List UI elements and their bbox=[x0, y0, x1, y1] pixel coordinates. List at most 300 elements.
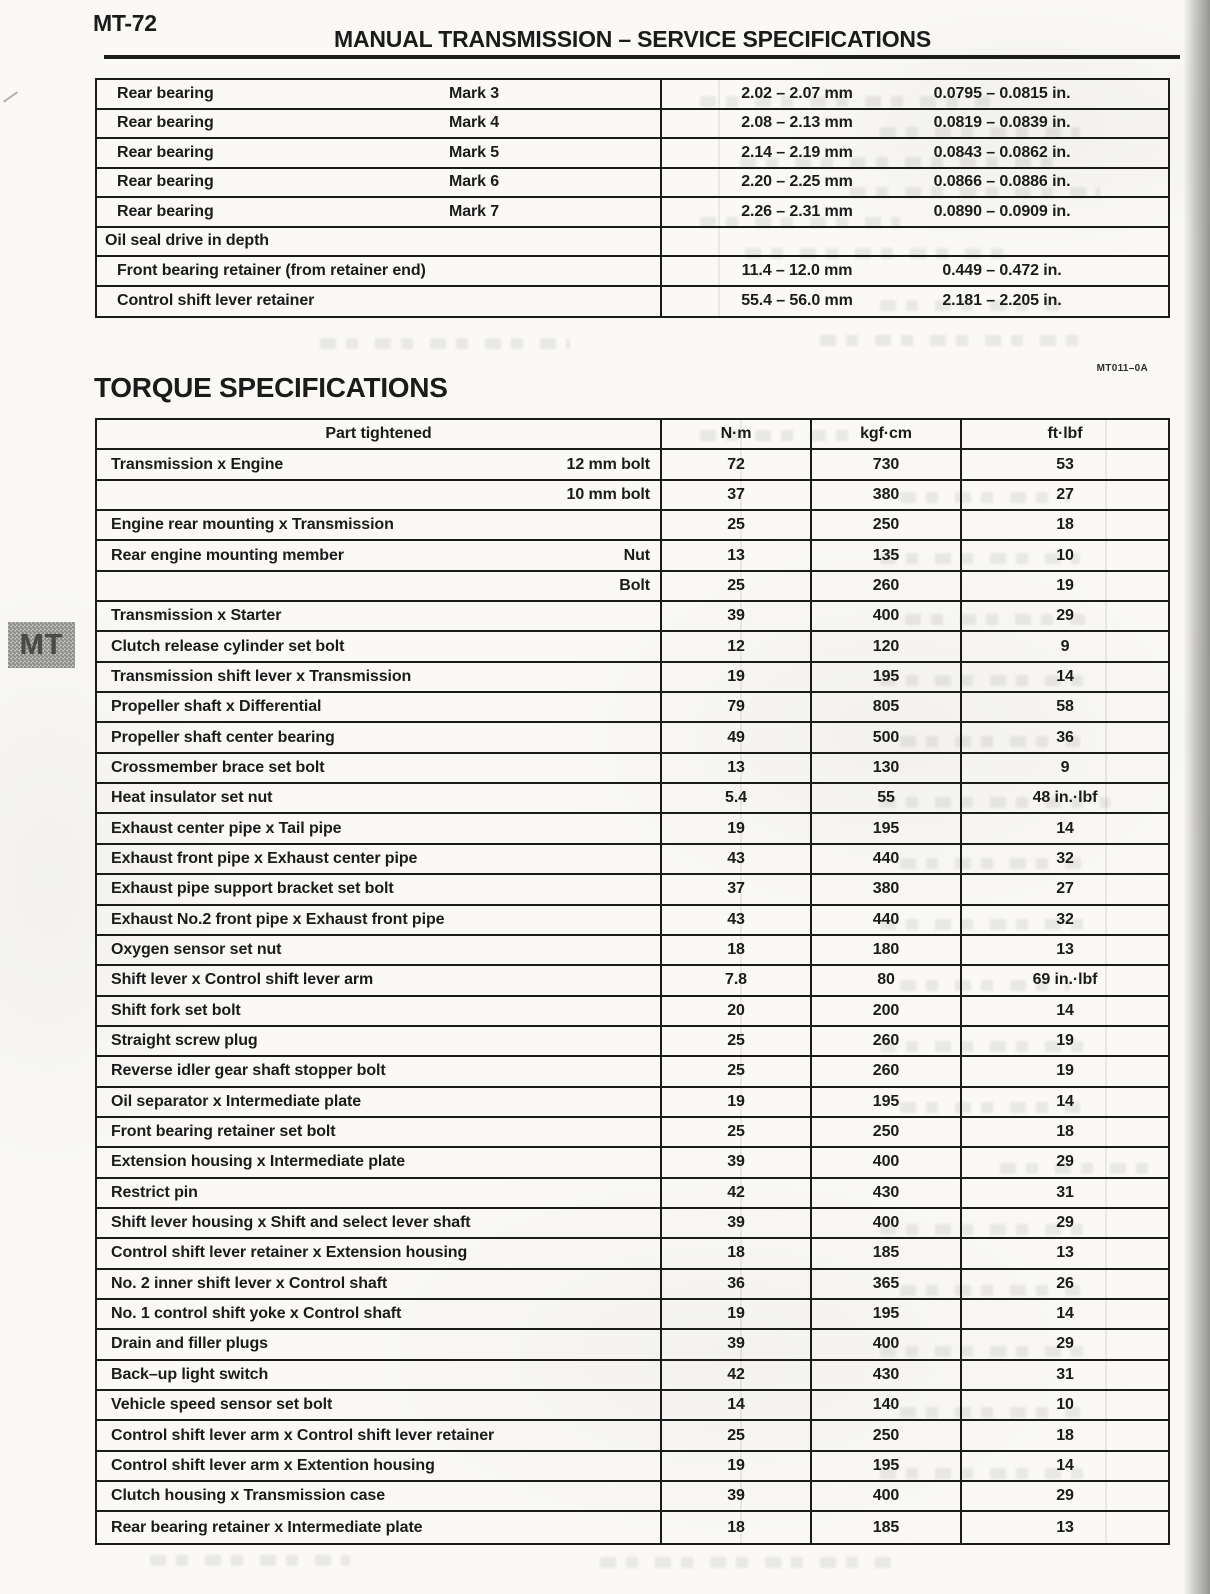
torque-kgfcm-value: 185 bbox=[872, 1244, 900, 1262]
ghost-stripe bbox=[820, 335, 1080, 346]
torque-nm-cell bbox=[662, 723, 812, 751]
torque-ftlbf-value: 53 bbox=[1056, 455, 1074, 473]
spec-value-cell bbox=[662, 198, 1168, 226]
ghost-stripe bbox=[320, 338, 570, 349]
spec-value-cell bbox=[662, 228, 1168, 256]
spec-part-label: Rear bearing bbox=[117, 114, 214, 132]
torque-ftlbf-cell bbox=[962, 906, 1168, 934]
spec-mark-label: Mark 5 bbox=[449, 143, 500, 161]
torque-kgfcm-cell bbox=[812, 723, 962, 751]
service-specifications-table bbox=[95, 78, 1170, 318]
torque-kgfcm-value: 430 bbox=[872, 1365, 900, 1383]
spec-value-cell bbox=[662, 257, 1168, 285]
spec-value-cell bbox=[662, 110, 1168, 138]
torque-nm-cell bbox=[662, 1088, 812, 1116]
torque-kgfcm-value: 195 bbox=[872, 1305, 900, 1323]
torque-ftlbf-value: 31 bbox=[1056, 1365, 1074, 1383]
torque-part-label: Shift lever x Control shift lever arm bbox=[111, 971, 374, 989]
torque-part-cell bbox=[97, 966, 662, 994]
torque-specifications-table bbox=[95, 418, 1170, 1545]
torque-part-cell bbox=[97, 997, 662, 1025]
torque-table-row bbox=[97, 663, 1168, 693]
torque-kgfcm-cell bbox=[812, 1088, 962, 1116]
torque-kgfcm-value: 400 bbox=[872, 607, 900, 625]
torque-kgfcm-value: 730 bbox=[872, 455, 900, 473]
torque-nm-cell bbox=[662, 450, 812, 478]
torque-ftlbf-cell bbox=[962, 572, 1168, 600]
torque-part-cell bbox=[97, 1330, 662, 1358]
torque-ftlbf-value: 9 bbox=[1060, 637, 1070, 655]
spec-metric-value: 2.08 – 2.13 mm bbox=[741, 114, 853, 132]
torque-ftlbf-value: 13 bbox=[1056, 941, 1074, 959]
torque-ftlbf-cell bbox=[962, 450, 1168, 478]
torque-kgfcm-cell bbox=[812, 481, 962, 509]
torque-ftlbf-cell bbox=[962, 784, 1168, 812]
torque-part-cell bbox=[97, 572, 662, 600]
torque-nm-cell bbox=[662, 1512, 812, 1542]
torque-kgfcm-cell bbox=[812, 784, 962, 812]
torque-table-row bbox=[97, 1209, 1168, 1239]
torque-table-row bbox=[97, 1239, 1168, 1269]
torque-ftlbf-cell bbox=[962, 1361, 1168, 1389]
torque-nm-value: 39 bbox=[727, 1335, 745, 1353]
column-header-ftlbf: ft·lbf bbox=[1047, 425, 1083, 443]
torque-ftlbf-cell bbox=[962, 693, 1168, 721]
torque-nm-cell bbox=[662, 1179, 812, 1207]
torque-kgfcm-cell bbox=[812, 602, 962, 630]
torque-nm-value: 12 bbox=[727, 637, 745, 655]
torque-nm-cell bbox=[662, 1482, 812, 1510]
torque-kgfcm-value: 180 bbox=[872, 941, 900, 959]
torque-kgfcm-cell bbox=[812, 845, 962, 873]
torque-part-label: Rear engine mounting member bbox=[111, 546, 344, 564]
spec-table-row bbox=[97, 80, 1168, 110]
torque-part-label: Propeller shaft x Differential bbox=[111, 698, 322, 716]
torque-part-cell bbox=[97, 602, 662, 630]
torque-kgfcm-cell bbox=[812, 1391, 962, 1419]
torque-nm-cell bbox=[662, 875, 812, 903]
torque-nm-value: 43 bbox=[727, 849, 745, 867]
torque-table-row bbox=[97, 1512, 1168, 1542]
torque-kgfcm-cell bbox=[812, 450, 962, 478]
torque-kgfcm-value: 440 bbox=[872, 910, 900, 928]
torque-kgfcm-cell bbox=[812, 1209, 962, 1237]
spec-metric-value: 11.4 – 12.0 mm bbox=[741, 261, 853, 279]
torque-ftlbf-value: 19 bbox=[1056, 1062, 1074, 1080]
spec-part-label: Rear bearing bbox=[117, 143, 214, 161]
torque-table-row bbox=[97, 693, 1168, 723]
torque-ftlbf-cell bbox=[962, 1391, 1168, 1419]
torque-kgfcm-cell bbox=[812, 1330, 962, 1358]
spec-label-cell bbox=[97, 198, 662, 226]
torque-nm-value: 19 bbox=[727, 1092, 745, 1110]
torque-table-row bbox=[97, 1027, 1168, 1057]
torque-table-row bbox=[97, 1270, 1168, 1300]
torque-nm-value: 25 bbox=[727, 1062, 745, 1080]
torque-ftlbf-cell bbox=[962, 1148, 1168, 1176]
spec-mark-label: Mark 7 bbox=[449, 202, 500, 220]
page-title: MANUAL TRANSMISSION – SERVICE SPECIFICATIONS bbox=[334, 26, 931, 52]
torque-ftlbf-value: 29 bbox=[1056, 1487, 1074, 1505]
spec-metric-value: 2.20 – 2.25 mm bbox=[741, 173, 853, 191]
torque-part-label: Shift fork set bolt bbox=[111, 1001, 241, 1019]
torque-kgfcm-cell bbox=[812, 1452, 962, 1480]
torque-kgfcm-value: 135 bbox=[872, 546, 900, 564]
column-header-part-tightened: Part tightened bbox=[97, 420, 662, 448]
torque-table-row bbox=[97, 572, 1168, 602]
spec-value-cell bbox=[662, 80, 1168, 108]
torque-kgfcm-cell bbox=[812, 754, 962, 782]
torque-table-row bbox=[97, 1482, 1168, 1512]
torque-table-row bbox=[97, 1452, 1168, 1482]
torque-table-row bbox=[97, 1421, 1168, 1451]
torque-kgfcm-cell bbox=[812, 663, 962, 691]
torque-nm-cell bbox=[662, 936, 812, 964]
torque-kgfcm-value: 55 bbox=[877, 789, 895, 807]
torque-table-row bbox=[97, 875, 1168, 905]
torque-kgfcm-value: 195 bbox=[872, 819, 900, 837]
torque-ftlbf-value: 14 bbox=[1056, 819, 1074, 837]
torque-table-header-row bbox=[97, 420, 1168, 450]
torque-kgfcm-value: 185 bbox=[872, 1518, 900, 1536]
torque-nm-value: 37 bbox=[727, 485, 745, 503]
spec-imperial-value: 0.449 – 0.472 in. bbox=[942, 261, 1062, 279]
torque-nm-cell bbox=[662, 1118, 812, 1146]
torque-nm-cell bbox=[662, 1148, 812, 1176]
torque-nm-cell bbox=[662, 1057, 812, 1085]
torque-ftlbf-cell bbox=[962, 1482, 1168, 1510]
spec-label-cell bbox=[97, 257, 662, 285]
torque-kgfcm-value: 260 bbox=[872, 576, 900, 594]
torque-part-label: Reverse idler gear shaft stopper bolt bbox=[111, 1062, 386, 1080]
torque-ftlbf-cell bbox=[962, 481, 1168, 509]
column-header-nm: N·m bbox=[662, 420, 812, 448]
torque-ftlbf-value: 29 bbox=[1056, 1214, 1074, 1232]
torque-nm-cell bbox=[662, 1270, 812, 1298]
torque-nm-cell bbox=[662, 1300, 812, 1328]
torque-part-label: Back–up light switch bbox=[111, 1365, 269, 1383]
torque-part-cell bbox=[97, 663, 662, 691]
torque-ftlbf-value: 9 bbox=[1060, 758, 1070, 776]
torque-nm-value: 39 bbox=[727, 1153, 745, 1171]
spec-metric-value: 2.02 – 2.07 mm bbox=[741, 84, 853, 102]
torque-ftlbf-cell bbox=[962, 754, 1168, 782]
spec-imperial-value: 2.181 – 2.205 in. bbox=[942, 292, 1062, 310]
torque-part-cell bbox=[97, 1361, 662, 1389]
spec-part-label: Oil seal drive in depth bbox=[105, 232, 269, 250]
torque-table-row bbox=[97, 936, 1168, 966]
spec-mark-label: Mark 3 bbox=[449, 84, 500, 102]
torque-table-row bbox=[97, 1118, 1168, 1148]
torque-ftlbf-cell bbox=[962, 814, 1168, 842]
torque-part-label: Restrict pin bbox=[111, 1183, 198, 1201]
torque-nm-value: 79 bbox=[727, 698, 745, 716]
torque-part-cell bbox=[97, 1057, 662, 1085]
torque-nm-cell bbox=[662, 1027, 812, 1055]
torque-table-row bbox=[97, 906, 1168, 936]
torque-nm-value: 43 bbox=[727, 910, 745, 928]
torque-nm-value: 19 bbox=[727, 819, 745, 837]
torque-ftlbf-value: 27 bbox=[1056, 880, 1074, 898]
torque-ftlbf-value: 14 bbox=[1056, 1456, 1074, 1474]
torque-table-row bbox=[97, 1057, 1168, 1087]
torque-ftlbf-cell bbox=[962, 1179, 1168, 1207]
torque-kgfcm-value: 140 bbox=[872, 1396, 900, 1414]
torque-nm-cell bbox=[662, 602, 812, 630]
ghost-stripe bbox=[600, 1557, 900, 1568]
torque-part-cell bbox=[97, 693, 662, 721]
torque-ftlbf-cell bbox=[962, 663, 1168, 691]
spec-table-row bbox=[97, 198, 1168, 228]
torque-ftlbf-value: 18 bbox=[1056, 1426, 1074, 1444]
torque-ftlbf-value: 48 in.·lbf bbox=[1032, 789, 1098, 807]
torque-sub-label: 10 mm bolt bbox=[566, 485, 650, 503]
torque-nm-cell bbox=[662, 1452, 812, 1480]
torque-part-label: Exhaust front pipe x Exhaust center pipe bbox=[111, 849, 418, 867]
torque-table-row bbox=[97, 1330, 1168, 1360]
torque-ftlbf-value: 58 bbox=[1056, 698, 1074, 716]
torque-table-row bbox=[97, 723, 1168, 753]
spec-imperial-value: 0.0819 – 0.0839 in. bbox=[933, 114, 1071, 132]
torque-part-cell bbox=[97, 1421, 662, 1449]
torque-kgfcm-cell bbox=[812, 1421, 962, 1449]
torque-ftlbf-value: 27 bbox=[1056, 485, 1074, 503]
torque-part-cell bbox=[97, 1239, 662, 1267]
torque-nm-value: 19 bbox=[727, 1456, 745, 1474]
torque-nm-value: 13 bbox=[727, 758, 745, 776]
torque-nm-value: 18 bbox=[727, 1518, 745, 1536]
torque-part-label: Rear bearing retainer x Intermediate plate bbox=[111, 1518, 423, 1536]
column-header-kgfcm: kgf·cm bbox=[812, 420, 962, 448]
torque-kgfcm-value: 400 bbox=[872, 1335, 900, 1353]
spec-part-label: Front bearing retainer (from retainer end) bbox=[117, 261, 426, 279]
torque-sub-label: Nut bbox=[623, 546, 650, 564]
torque-part-cell bbox=[97, 814, 662, 842]
torque-part-label: Control shift lever retainer x Extension housing bbox=[111, 1244, 468, 1262]
torque-kgfcm-value: 440 bbox=[872, 849, 900, 867]
torque-nm-cell bbox=[662, 754, 812, 782]
torque-part-label: Vehicle speed sensor set bolt bbox=[111, 1396, 333, 1414]
torque-nm-value: 37 bbox=[727, 880, 745, 898]
torque-table-row bbox=[97, 511, 1168, 541]
torque-nm-cell bbox=[662, 784, 812, 812]
torque-table-row bbox=[97, 541, 1168, 571]
torque-kgfcm-cell bbox=[812, 997, 962, 1025]
torque-nm-value: 25 bbox=[727, 516, 745, 534]
torque-nm-value: 18 bbox=[727, 1244, 745, 1262]
torque-nm-value: 42 bbox=[727, 1183, 745, 1201]
torque-part-label: Shift lever housing x Shift and select lever shaft bbox=[111, 1214, 471, 1232]
torque-part-label: Front bearing retainer set bolt bbox=[111, 1123, 336, 1141]
torque-nm-value: 5.4 bbox=[725, 789, 747, 807]
torque-nm-value: 42 bbox=[727, 1365, 745, 1383]
scan-stray-mark bbox=[3, 91, 18, 102]
torque-kgfcm-value: 250 bbox=[872, 516, 900, 534]
torque-table-row bbox=[97, 966, 1168, 996]
spec-part-label: Rear bearing bbox=[117, 202, 214, 220]
torque-kgfcm-value: 80 bbox=[877, 971, 895, 989]
torque-part-cell bbox=[97, 784, 662, 812]
torque-ftlbf-value: 14 bbox=[1056, 1305, 1074, 1323]
torque-kgfcm-value: 260 bbox=[872, 1062, 900, 1080]
torque-ftlbf-value: 18 bbox=[1056, 516, 1074, 534]
torque-kgfcm-cell bbox=[812, 1300, 962, 1328]
spec-label-cell bbox=[97, 110, 662, 138]
torque-kgfcm-value: 200 bbox=[872, 1001, 900, 1019]
torque-kgfcm-cell bbox=[812, 693, 962, 721]
torque-nm-cell bbox=[662, 481, 812, 509]
torque-kgfcm-value: 120 bbox=[872, 637, 900, 655]
torque-table-row bbox=[97, 1300, 1168, 1330]
spec-metric-value: 55.4 – 56.0 mm bbox=[741, 292, 853, 310]
spec-table-row bbox=[97, 287, 1168, 317]
torque-specifications-heading: TORQUE SPECIFICATIONS bbox=[94, 372, 448, 403]
torque-sub-label: Bolt bbox=[619, 576, 650, 594]
torque-ftlbf-cell bbox=[962, 1118, 1168, 1146]
torque-table-row bbox=[97, 814, 1168, 844]
torque-kgfcm-cell bbox=[812, 1239, 962, 1267]
torque-ftlbf-cell bbox=[962, 1512, 1168, 1542]
torque-nm-cell bbox=[662, 663, 812, 691]
torque-nm-value: 39 bbox=[727, 1487, 745, 1505]
torque-ftlbf-value: 69 in.·lbf bbox=[1032, 971, 1098, 989]
spec-imperial-value: 0.0843 – 0.0862 in. bbox=[933, 143, 1071, 161]
torque-nm-value: 25 bbox=[727, 1032, 745, 1050]
torque-nm-value: 19 bbox=[727, 667, 745, 685]
torque-kgfcm-value: 130 bbox=[872, 758, 900, 776]
torque-ftlbf-cell bbox=[962, 602, 1168, 630]
torque-table-row bbox=[97, 1088, 1168, 1118]
torque-ftlbf-value: 29 bbox=[1056, 1153, 1074, 1171]
torque-part-cell bbox=[97, 723, 662, 751]
spec-imperial-value: 0.0866 – 0.0886 in. bbox=[933, 173, 1071, 191]
torque-ftlbf-value: 10 bbox=[1056, 1396, 1074, 1414]
torque-part-label: Control shift lever arm x Extention housing bbox=[111, 1456, 435, 1474]
torque-part-label: Transmission shift lever x Transmission bbox=[111, 667, 412, 685]
spec-table-row bbox=[97, 110, 1168, 140]
spec-label-cell bbox=[97, 169, 662, 197]
torque-kgfcm-value: 400 bbox=[872, 1487, 900, 1505]
spec-label-cell bbox=[97, 287, 662, 317]
torque-ftlbf-cell bbox=[962, 1027, 1168, 1055]
torque-nm-value: 13 bbox=[727, 546, 745, 564]
torque-kgfcm-cell bbox=[812, 1512, 962, 1542]
torque-ftlbf-value: 32 bbox=[1056, 849, 1074, 867]
torque-table-row bbox=[97, 481, 1168, 511]
torque-part-cell bbox=[97, 1118, 662, 1146]
spec-value-cell bbox=[662, 139, 1168, 167]
torque-table-row bbox=[97, 632, 1168, 662]
torque-nm-cell bbox=[662, 693, 812, 721]
torque-ftlbf-value: 14 bbox=[1056, 1092, 1074, 1110]
torque-part-cell bbox=[97, 1482, 662, 1510]
torque-part-cell bbox=[97, 1391, 662, 1419]
torque-kgfcm-cell bbox=[812, 1148, 962, 1176]
torque-part-cell bbox=[97, 1300, 662, 1328]
torque-kgfcm-cell bbox=[812, 966, 962, 994]
torque-part-cell bbox=[97, 875, 662, 903]
torque-kgfcm-cell bbox=[812, 814, 962, 842]
torque-kgfcm-cell bbox=[812, 875, 962, 903]
torque-kgfcm-cell bbox=[812, 572, 962, 600]
torque-nm-value: 18 bbox=[727, 941, 745, 959]
torque-kgfcm-cell bbox=[812, 632, 962, 660]
torque-nm-cell bbox=[662, 1361, 812, 1389]
torque-kgfcm-value: 380 bbox=[872, 880, 900, 898]
torque-nm-value: 36 bbox=[727, 1274, 745, 1292]
torque-kgfcm-value: 380 bbox=[872, 485, 900, 503]
torque-nm-cell bbox=[662, 632, 812, 660]
torque-ftlbf-value: 13 bbox=[1056, 1518, 1074, 1536]
spec-label-cell bbox=[97, 139, 662, 167]
title-rule bbox=[104, 55, 1180, 59]
torque-part-label: Straight screw plug bbox=[111, 1032, 258, 1050]
torque-nm-cell bbox=[662, 997, 812, 1025]
torque-kgfcm-value: 365 bbox=[872, 1274, 900, 1292]
torque-kgfcm-cell bbox=[812, 511, 962, 539]
torque-nm-value: 39 bbox=[727, 607, 745, 625]
torque-kgfcm-value: 430 bbox=[872, 1183, 900, 1201]
torque-nm-value: 14 bbox=[727, 1396, 745, 1414]
torque-ftlbf-cell bbox=[962, 723, 1168, 751]
torque-nm-cell bbox=[662, 1391, 812, 1419]
spec-imperial-value: 0.0795 – 0.0815 in. bbox=[933, 84, 1071, 102]
torque-kgfcm-value: 400 bbox=[872, 1214, 900, 1232]
torque-part-cell bbox=[97, 481, 662, 509]
torque-nm-value: 72 bbox=[727, 455, 745, 473]
torque-part-label: Propeller shaft center bearing bbox=[111, 728, 335, 746]
spec-mark-label: Mark 6 bbox=[449, 173, 500, 191]
torque-nm-value: 39 bbox=[727, 1214, 745, 1232]
torque-kgfcm-cell bbox=[812, 1482, 962, 1510]
torque-part-cell bbox=[97, 1148, 662, 1176]
torque-table-row bbox=[97, 997, 1168, 1027]
torque-ftlbf-cell bbox=[962, 845, 1168, 873]
torque-part-cell bbox=[97, 511, 662, 539]
torque-ftlbf-cell bbox=[962, 1300, 1168, 1328]
torque-ftlbf-value: 29 bbox=[1056, 1335, 1074, 1353]
torque-part-label: Exhaust pipe support bracket set bolt bbox=[111, 880, 394, 898]
torque-part-cell bbox=[97, 1512, 662, 1542]
torque-part-label: Extension housing x Intermediate plate bbox=[111, 1153, 406, 1171]
torque-ftlbf-cell bbox=[962, 1057, 1168, 1085]
torque-ftlbf-cell bbox=[962, 1421, 1168, 1449]
torque-part-cell bbox=[97, 632, 662, 660]
torque-table-row bbox=[97, 450, 1168, 480]
torque-part-cell bbox=[97, 1179, 662, 1207]
torque-kgfcm-value: 195 bbox=[872, 667, 900, 685]
torque-part-cell bbox=[97, 936, 662, 964]
torque-ftlbf-value: 14 bbox=[1056, 1001, 1074, 1019]
torque-kgfcm-cell bbox=[812, 1179, 962, 1207]
torque-part-label: Clutch housing x Transmission case bbox=[111, 1487, 386, 1505]
torque-ftlbf-cell bbox=[962, 875, 1168, 903]
torque-ftlbf-cell bbox=[962, 966, 1168, 994]
spec-value-cell bbox=[662, 287, 1168, 317]
torque-part-label: Transmission x Starter bbox=[111, 607, 282, 625]
torque-nm-cell bbox=[662, 1239, 812, 1267]
spec-metric-value: 2.26 – 2.31 mm bbox=[741, 202, 853, 220]
torque-table-row bbox=[97, 1179, 1168, 1209]
torque-nm-cell bbox=[662, 966, 812, 994]
torque-ftlbf-cell bbox=[962, 936, 1168, 964]
torque-ftlbf-cell bbox=[962, 1088, 1168, 1116]
torque-ftlbf-cell bbox=[962, 511, 1168, 539]
torque-part-label: No. 1 control shift yoke x Control shaft bbox=[111, 1305, 402, 1323]
torque-ftlbf-cell bbox=[962, 541, 1168, 569]
torque-table-row bbox=[97, 1148, 1168, 1178]
torque-table-row bbox=[97, 602, 1168, 632]
